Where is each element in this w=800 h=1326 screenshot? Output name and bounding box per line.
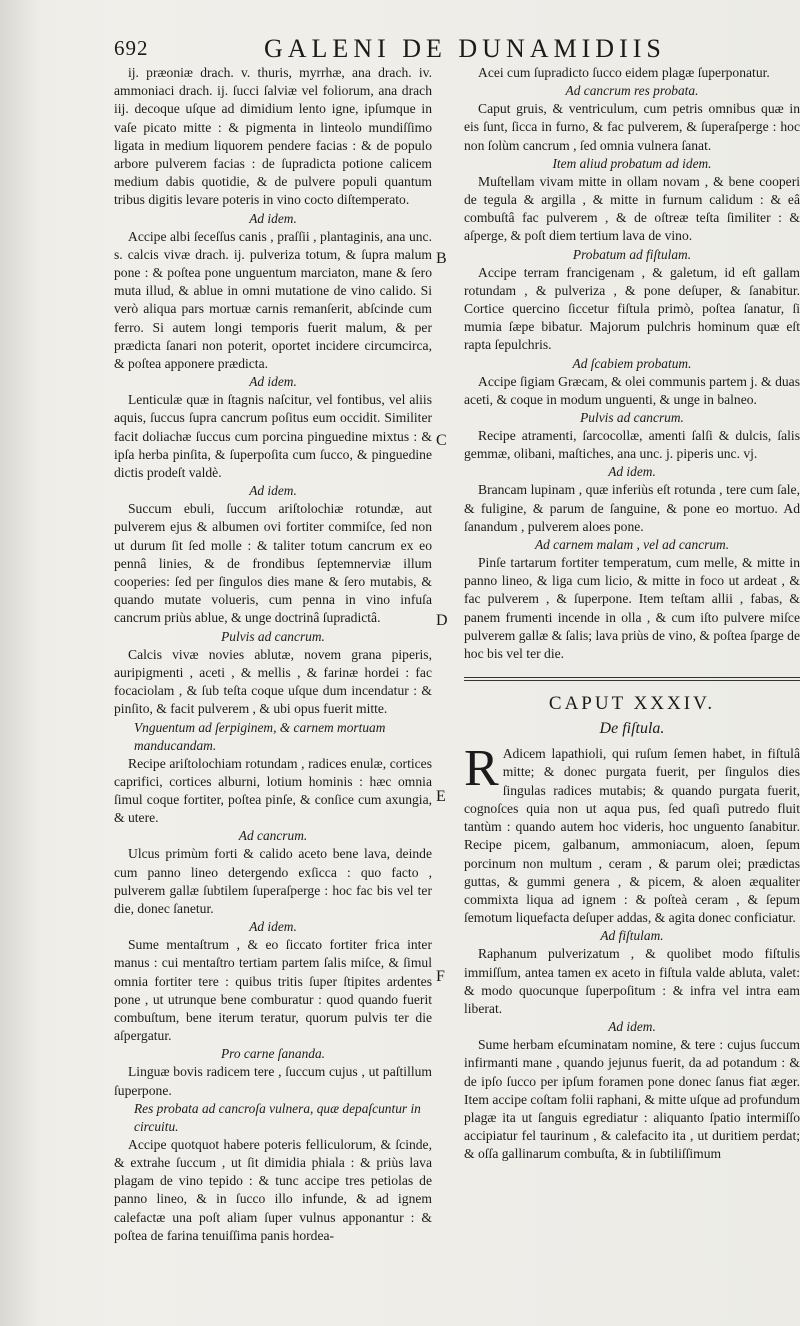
chapter-subtitle: De fiſtula. [599,720,665,738]
page-header [114,34,794,64]
paragraph: Lenticulæ quæ in ſtagnis naſcitur, vel fontibus, vel aliis aquis, ſuccus ſupra cancrum poſitus eum occidit. Similiter facit doliachæ ſuccus cum porcina pinguedine mixtus : & ipſa herba pinſita, & ſuperpoſita cum ſucco, & pinguedine dictis prodeſt valdè. [114,392,432,481]
section-heading: Probatum ad fiſtulam. [572,246,692,262]
margin-letter: C [436,432,447,449]
paragraph: Accipe quotquot habere poteris felliculorum, & ſcinde, & extrahe ſuccum , ut ſit dimidia phiala : & priùs lava plagam de vino tepido : & tunc accipe tres petiolas de panno lineo, & in ſucco illo infunde, & ad ignem calefactæ una poſt aliam ſuper vulnus apponantur : & poſtea de farina tenuiſſima panis hordea- [114,1136,432,1243]
paragraph: Ulcus primùm forti & calido aceto bene lava, deinde cum panno lineo detergendo exſicca : quo facto , pulverem gallæ ſubtilem ſuperaſperge : hoc fac bis vel ter die, donec ſanetur. [114,846,432,916]
section-heading: Ad fiſtulam. [600,928,664,944]
running-title: GALENI DE DUNAMIDIIS [264,34,666,63]
section-heading: Pulvis ad cancrum. [221,628,325,644]
right-column [464,64,800,1164]
paragraph: Brancam lupinam , quæ inferiùs eſt rotunda , tere cum ſale, & fuligine, & parum de ſanguine, & pone eo mortuo. Ad ſanandum , pulverem aloes pone. [464,482,800,534]
paragraph: Recipe ariſtolochiam rotundam , radices enulæ, cortices caprifici, cortices alburni, lotium hominis : hæc omnia ſimul coque fortiter, poſtea pinſe, & conſice cum axungia, & utere. [114,755,432,826]
margin-letter: E [436,788,446,805]
paragraph: Accipe ſigiam Græcam, & olei communis partem j. & duas aceti, & coque in modum unguenti, & unge in balneo. [464,373,800,407]
section-heading: Vnguentum ad ſerpiginem, & carnem mortuam manducandam. [134,719,386,753]
section-heading: Ad idem. [249,483,297,499]
section-heading: Res probata ad cancroſa vulnera, quæ depaſcuntur in circuitu. [134,1100,421,1134]
paragraph: Accipe terram francigenam , & galetum, id eſt gallam rotundam , & pulveriza , & pone deſuper, & ſanabitur. Cortice quercino ſiccetur fiſtula primò, poſtea ſanatur, ſi mumia ſæpe bibatur. Majorum pulchris hominum quæ eſt rapta ſepulchris. [464,264,800,353]
paragraph: Sume mentaſtrum , & eo ſiccato fortiter frica inter manus : cui mentaſtro tertiam partem ſalis miſce, & ſimul omnia fortiter tere : quibus tritis ſuper ſtipites ardentes pone , ut utrunque bene comburatur : quod quando fuerit combuſtum, bene iterum teratur, quorum pulvis ter die aſpergatur. [114,937,432,1044]
text-columns [114,64,800,1326]
paragraph: Recipe atramenti, ſarcocollæ, amenti ſalſi & dulcis, ſalis gemmæ, olibani, maſtiches, ana unc. j. piperis unc. vj. [464,428,800,462]
section-heading: Ad idem. [608,1019,656,1035]
paragraph: Calcis vivæ novies ablutæ, novem grana piperis, auripigmenti , aceti , & mellis , & farinæ hordei : fac focaciolam , & ſub teſta coque uſque dum incendatur : & pinſito, & facit pulverem , & ubi opus fuerit mitte. [114,646,432,717]
section-heading: Pro carne ſananda. [220,1046,325,1062]
margin-letter: D [436,612,448,629]
paragraph: Accipe albi ſeceſſus canis , praſſii , plantaginis, ana unc. s. calcis vivæ drach. ij. pulveriza totum, & ſupra malum pone : & poſtea pone unguentum marciaton, mane & ſero muta illud, & ablue in omni mutatione de vino calido. Si verò aliqua pars mortuæ carnis remanſerit, abſcinde cum ferro. Si autem longi temporis fuerit malum, & per prædicta ſanari non poterit, oportet incidere circumcirca, & poſtea apponere prædicta. [114,228,432,372]
paragraph: Caput gruis, & ventriculum, cum petris omnibus quæ in eis ſunt, ſicca in furno, & fac pulverem, & ſuperaſperge : hoc non ſolùm cancrum , ſed omnia vulnera ſanat. [464,101,800,153]
section-heading: Ad idem. [249,374,297,390]
section-heading: Ad carnem malam , vel ad cancrum. [534,537,730,553]
section-heading: Ad cancrum res probata. [565,83,699,99]
section-heading: Item aliud probatum ad idem. [552,155,712,171]
page-number: 692 [114,36,149,60]
section-heading: Ad idem. [249,210,297,226]
section-heading: Ad ſcabiem probatum. [572,355,692,371]
divider [464,677,800,681]
paragraph: Muſtellam vivam mitte in ollam novam , & bene cooperi de tegula & argilla , & mitte in furnum calidum : & eâ combuſtâ fac pulverem , & de oſtreæ teſta ſimiliter : & aſperge, & poſt diem tertium lava de vino. [464,173,800,244]
section-heading: Pulvis ad cancrum. [580,410,684,426]
paragraph: Succum ebuli, ſuccum ariſtolochiæ rotundæ, aut pulverem ejus & albumen ovi fortiter commiſce, ſed non ut durum ſit ſed molle : & taliter totum cancrum ex eo pennâ linies, & de frondibus ſeptemnerviæ illum cooperies: ſed per ſingulos dies mane & ſero mutabis, & quando mutate volueris, cum penna in vino infuſa cancrum priùs ablue, & unge doctrinâ ſupradictâ. [114,501,432,626]
paragraph: Linguæ bovis radicem tere , ſuccum cujus , ut paſtillum ſuperpone. [114,1064,432,1098]
drop-cap: R [464,740,499,798]
chapter-title: CAPUT XXXIV. [548,693,716,715]
paragraph [464,740,800,927]
margin-letter: F [436,968,445,985]
paragraph-text: Adicem lapathioli, qui ruſum ſemen habet, in fiſtulâ mitte; & donec purgata fuerit, per ſingulos dies ſingulas radices mutabis; & quando purgata fuerit, cognoſces quia non ut aqua pus, ſed quaſi putredo fluit tantùm : quando autem hoc videris, hoc unguento ſanabitur. Recipe picem, galbanum, ammoniacum, aloen, ſepum porcinum non multum , ceram , & parum olei; prædictas guttas, & gummi genera , & picem, & aloen æqualiter commixta liqua ad ignem : & poſteà ceram , & ſepum ſemotum liquefacta deſuper addas, & agita donec conficiatur. [464,746,800,926]
margin-letter: B [436,250,447,267]
section-heading: Ad idem. [249,919,297,935]
margin-letters [436,64,460,1326]
paragraph: ij. præoniæ drach. v. thuris, myrrhæ, ana drach. iv. ammoniaci drach. ij. ſucci ſalviæ vel foliorum, ana drach iij. decoque uſque ad dimidium lento igne, ipſumque in vaſe picato mitte : & pigmenta in linteolo mundiſſimo ligata in medium liquorem pendere facias : & de populo arbore pulverem facias : de ſupradicta potione calicem medium dabis quotidie, & de pulvere populi quantum tribus digitis levare poteris in vino cocto diſtemperato. [114,65,432,208]
section-heading: Ad idem. [608,464,656,480]
paragraph: Raphanum pulverizatum , & quolibet modo fiſtulis immiſſum, antea tamen ex aceto in fiſtula valde abluta, valet: & modo quocunque ſuperpoſitum : & infra vel intra eam liberat. [464,946,800,1016]
section-heading: Ad cancrum. [238,828,308,844]
paragraph: Sume herbam eſcuminatam nomine, & tere : cujus ſuccum infirmanti mane , quando jejunus fuerit, da ad potandum : & de ipſo ſucco per ipſum foramen pone donec ſanus fiat æger. Item accipe coſtam folii raphani, & mitte uſque ad profundum plagæ ita ut ſanguis egrediatur : aliquanto ſpatio intermiſſo accipiatur fel taurinum , & calefacito ita , ut duritiem perdat; & oſſa gallinarum combuſta, & in ſubtiliſſimum [464,1037,800,1162]
paragraph: Acei cum ſupradicto ſucco eidem plagæ ſuperponatur. [478,65,770,80]
paragraph: Pinſe tartarum fortiter temperatum, cum melle, & mitte in panno lineo, & liga cum licio, & mitte in foco ut ardeat , & fac pulverem , & ſuperpone. Item teſtam allii , fabas, & panem frumenti incende in olla , & cum iſto pulvere miſce pulverem gallæ & ſalis; lava priùs de vino, & poſtea ſparge de hoc bis vel ter die. [464,555,800,662]
left-column [114,64,432,1245]
